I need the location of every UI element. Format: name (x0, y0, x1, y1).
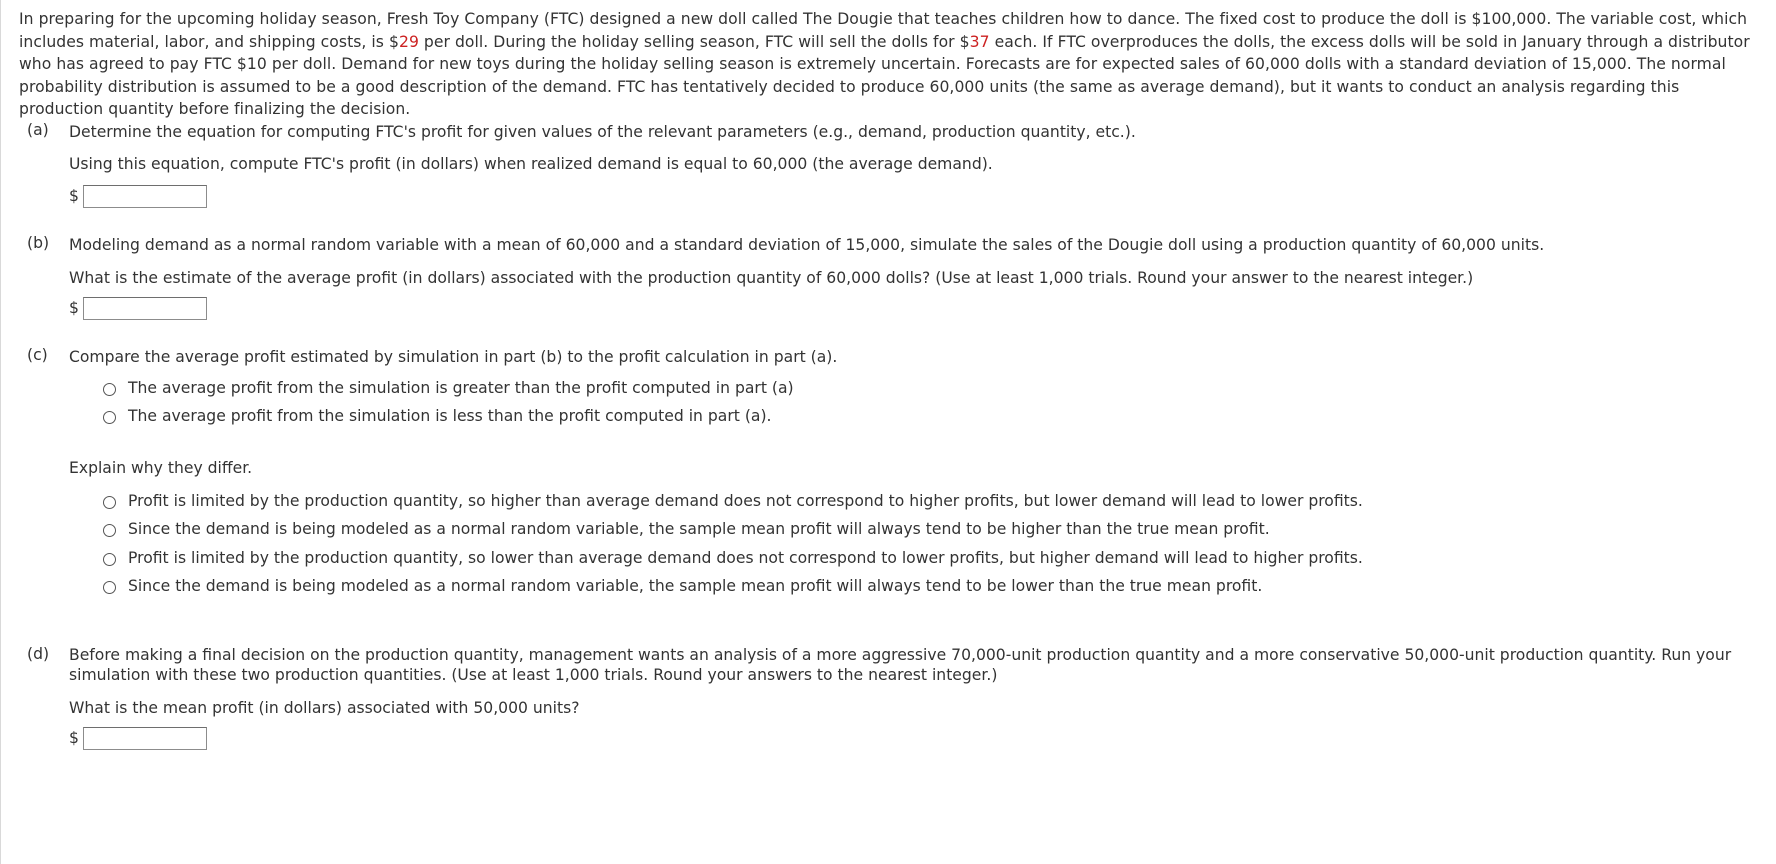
intro-text-3: each. If FTC overproduces the dolls, the excess dolls will be sold in January through a distributor who has agreed to pay FTC $10 per doll. Demand for new toys during the holiday selling season is extremely uncertain. Forecasts are for expected sales of 60,000 dolls with a standard deviation of 15,000. The normal probability distribution is assumed to be a good description of the demand. FTC has tentatively decided to produce 60,000 units (the same as average demand), but it wants to conduct an analysis regarding this production quantity before finalizing the decision. (19, 32, 1750, 118)
part-a-question: Determine the equation for computing FTC's profit for given values of the relevant parameters (e.g., demand, production quantity, etc.). (69, 123, 1136, 141)
left-border (0, 0, 1, 864)
radio-button[interactable] (103, 496, 116, 509)
part-b-answer-input[interactable] (83, 297, 207, 320)
option-label: Since the demand is being modeled as a normal random variable, the sample mean profit will always tend to be higher than the true mean profit. (128, 520, 1270, 538)
dollar-sign: $ (69, 187, 79, 205)
intro-text-2: per doll. During the holiday selling season, FTC will sell the dolls for $ (418, 32, 970, 51)
part-a-prompt: Using this equation, compute FTC's profit (in dollars) when realized demand is equal to 60,000 (the average demand). (69, 155, 993, 173)
price-value: 37 (969, 32, 990, 51)
intro-text-1: In preparing for the upcoming holiday season, Fresh Toy Company (FTC) designed a new doll called The Dougie that teaches children how to dance. The fixed cost to produce the doll is $100,000. The variable cost, which includes material, labor, and shipping costs, is $ (19, 10, 1748, 51)
part-c-question: Compare the average profit estimated by simulation in part (b) to the profit calculation in part (a). (69, 348, 838, 366)
part-c-label: (c) (27, 346, 48, 364)
option-label: The average profit from the simulation is less than the profit computed in part (a). (128, 407, 772, 425)
radio-button[interactable] (103, 383, 116, 396)
option-label: Profit is limited by the production quantity, so higher than average demand does not correspond to higher profits, but lower demand will lead to lower profits. (128, 492, 1363, 510)
dollar-sign: $ (69, 299, 79, 317)
part-d-prompt: What is the mean profit (in dollars) associated with 50,000 units? (69, 699, 580, 717)
problem-statement (19, 8, 1764, 121)
radio-button[interactable] (103, 581, 116, 594)
option-label: Since the demand is being modeled as a normal random variable, the sample mean profit will always tend to be lower than the true mean profit. (128, 577, 1263, 595)
part-a-label: (a) (27, 121, 49, 139)
part-b-prompt: What is the estimate of the average profit (in dollars) associated with the production quantity of 60,000 dolls? (Use at least 1,000 trials. Round your answer to the nearest integer.) (69, 269, 1474, 287)
part-a-answer-input[interactable] (83, 185, 207, 208)
radio-button[interactable] (103, 553, 116, 566)
part-d-label: (d) (27, 645, 50, 663)
dollar-sign: $ (69, 729, 79, 747)
radio-button[interactable] (103, 411, 116, 424)
part-d-question: Before making a final decision on the production quantity, management wants an analysis of a more aggressive 70,000-unit production quantity and a more conservative 50,000-unit production quantity. Run your simulation with these two production quantities. (Use at least 1,000 trials. Round your answers to the nearest integer.) (69, 646, 1732, 684)
option-label: Profit is limited by the production quantity, so lower than average demand does not correspond to lower profits, but higher demand will lead to higher profits. (128, 549, 1363, 567)
part-b-label: (b) (27, 234, 50, 252)
radio-button[interactable] (103, 524, 116, 537)
variable-cost-value: 29 (398, 32, 419, 51)
explain-prompt: Explain why they differ. (69, 459, 253, 477)
option-label: The average profit from the simulation is greater than the profit computed in part (a) (128, 379, 794, 397)
part-d-answer-input[interactable] (83, 727, 207, 750)
part-b-question: Modeling demand as a normal random variable with a mean of 60,000 and a standard deviation of 15,000, simulate the sales of the Dougie doll using a production quantity of 60,000 units. (69, 236, 1545, 254)
